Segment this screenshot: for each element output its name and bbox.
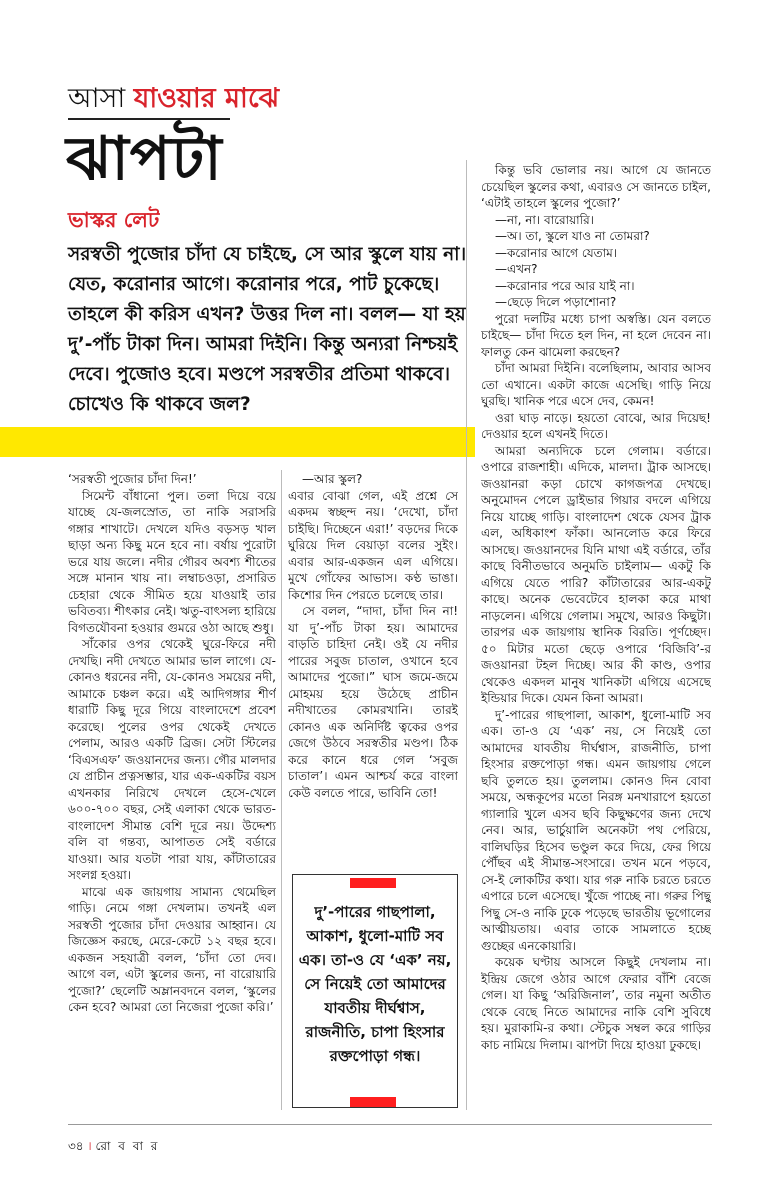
paragraph: কয়েক ঘণ্টায় আসলে কিছুই দেখলাম না। ইন্দ্রিয় জেগে ওঠার আগে ফেরার বাঁশি বেজে গেল। যা কিছু ‘অরিজিনাল’, তার নমুনা অতীত থেকে বেছে নিতে আমাদের নাকি বেশি সুবিধে হয়। মুরাকামি-র কথা। স্টেচুক সম্বল করে গাড়ির কাচ নামিয়ে দিলাম। ঝাপটা দিয়ে হাওয়া ঢুকছে। [481, 955, 711, 1052]
magazine-name: রো ব বা র [95, 1139, 160, 1153]
paragraph: এবার বোঝা গেল, এই প্রশ্নে সে একদম স্বচ্ছন্দ নয়। ‘দেখো, চাঁদা চাইছি। দিচ্ছেনে এরা!’ বড়দের দিকে ঘুরিয়ে দিল বেয়াড়া বলের সুইং। এবার আর-একজন এল এগিয়ে। মুখে গোঁফের আভাস। কণ্ঠ ভাঙা। কিশোর দিন পেরতে চলেছে তার। [288, 488, 458, 602]
body-column-3 [481, 162, 711, 1107]
page-folio [68, 1138, 159, 1158]
folio-separator: । [87, 1139, 92, 1153]
paragraph: সিমেন্ট বাঁধানো পুল। তলা দিয়ে বয়ে যাচ্ছে যে-জলস্রোত, তা নাকি সরাসরি গঙ্গার শাখাটে। দেখলে যদিও বড়সড় খাল ছাড়া অন্য কিছু মনে হবে না। বর্ষায় পুরোটা ভরে যায় জলে। নদীর গৌরব অবশ্য শীতের সঙ্গে মানান খায় না। লম্বাচওড়া, প্রসারিত চেহারা থেকে সীমিত হয়ে যাওয়াই তার ভবিতব্য। শীৎকার নেই। ঋতু-বাৎসল্য হারিয়ে বিগতযৌবনা হওয়ার গুমরে ওঠা আছে শুধু। [68, 488, 276, 635]
article-headline: ঝাপটা [66, 124, 223, 194]
paragraph: কিন্তু ভবি ভোলার নয়। আগে যে জানতে চেয়েছিল স্কুলের কথা, এবারও সে জানতে চাইল, ‘এটাই তাহলে স্কুলের পুজো?’ [481, 163, 711, 210]
paragraph: চাঁদা আমরা দিইনি। বলেছিলাম, আবার আসব তো এখানে। একটা কাজে এসেছি। গাড়ি নিয়ে ঘুরছি। খানিক পরে এসে দেব, কেমন! [481, 361, 711, 408]
pull-quote-red-bar-bottom [350, 1097, 396, 1107]
author-byline: ভাস্কর লেট [68, 208, 160, 232]
body-column-2 [288, 471, 458, 863]
article-lede: সরস্বতী পুজোর চাঁদা যে চাইছে, সে আর স্কুলে যায় না। যেত, করোনার আগে। করোনার পরে, পাট চুকেছে। তাহলে কী করিস এখন? উত্তর দিল না। বলল— যা হয় দু’-পাঁচ টাকা দিন। আমরা দিইনি। কিন্তু অন্যরা নিশ্চয়ই দেবে। পুজোও হবে। মণ্ডপে সরস্বতীর প্রতিমা থাকবে। চোখেও কি থাকবে জল? [68, 244, 467, 415]
paragraph: সাঁকোর ওপর থেকেই ঘুরে-ফিরে নদী দেখছি। নদী দেখতে আমার ভাল লাগে। যে-কোনও ধরনের নদী, যে-কোনও সময়ের নদী, আমাকে চঞ্চল করে। এই আদিগঙ্গার শীর্ণ ধারাটি কিছু দূরে গিয়ে বাংলাদেশে প্রবেশ করেছে। পুলের ওপর থেকেই দেখতে পেলাম, আরও একটি ব্রিজ। সেটা স্টিলের ‘বিএসএফ’ জওয়ানদের জন্য। গৌর মালদার যে প্রাচীন প্রত্নসম্ভার, যার এক-একটির বয়স এখনকার নিরিখে দেখলে হেসে-খেলে ৬০০-৭০০ বছর, সেই এলাকা থেকে ভারত-বাংলাদেশ সীমান্ত বেশি দূরে নয়। উদ্দেশ্য বলি বা গন্তব্য, আপাতত সেই বর্ডারে যাওয়া। আর যতটা পারা যায়, কাঁটাতারের সংলগ্ন হওয়া। [68, 637, 276, 882]
body-column-1 [68, 471, 276, 1031]
page-number: ৩৪ [68, 1139, 84, 1153]
pull-quote-text: দু’-পারের গাছপালা, আকাশ, ধুলো-মাটি সব এক। তা-ও যে ‘এক’ নয়, সে নিয়েই তো আমাদের যাবতীয় দীর্ঘশ্বাস, রাজনীতি, চাপা হিংসার রক্তপোড়া গন্ধ। [298, 903, 452, 1065]
dialogue-line: —এখন? [495, 262, 538, 276]
paragraph: —আর স্কুল? [302, 472, 363, 486]
paragraph: ‘সরস্বতী পুজোর চাঁদা দিন!’ [68, 472, 197, 486]
section-label [68, 78, 279, 123]
section-underline [68, 118, 230, 120]
dialogue-line: —না, না। বারোয়ারি। [495, 212, 594, 227]
paragraph: সে বলল, “দাদা, চাঁদা দিন না! যা দু’-পাঁচ টাকা হয়। আমাদের বাড়তি চাহিদা নেই। ওই যে নদীর পারের সবুজ চাতাল, ওখানে হবে আমাদের পুজো।” ঘাস জমে-জমে মোহময় হয়ে উঠেছে প্রাচীন নদীখাতের কোমরখানি। তারই কোনও এক অনির্দিষ্ট ত্বকের ওপর জেগে উঠবে সরস্বতীর মণ্ডপ। ঠিক করে কানে ধরে গেল ‘সবুজ চাতাল’। এমন আশ্চর্য করে বাংলা কেউ বলতে পারে, ভাবিনি তো! [288, 604, 458, 800]
footer-rule [68, 1124, 712, 1125]
section-label-part1: আসা [68, 83, 126, 114]
dialogue-line: —করোনার পরে আর যাই না। [495, 278, 635, 293]
column-divider [466, 160, 467, 1110]
column-divider [281, 470, 282, 1110]
paragraph: মাঝে এক জায়গায় সামান্য থেমেছিল গাড়ি। নেমে গঙ্গা দেখলাম। তখনই এল সরস্বতী পুজোর চাঁদা দেওয়ার আহ্বান। যে জিজ্ঞেস করছে, মেরে-কেটে ১২ বছর হবে। একজন সহযাত্রী বলল, ‘চাঁদা তো দেব। আগে বল, এটা স্কুলের জন্য, না বারোয়ারি পুজো?’ ছেলেটি অম্লানবদনে বলল, ‘স্কুলের কেন হবে? আমরা তো নিজেরা পুজো করি।’ [68, 884, 276, 1014]
paragraph: আমরা অন্যদিকে চলে গেলাম। বর্ডারে। ওপারে রাজশাহী। এদিকে, মালদা। ট্রাক আসছে। জওয়ানরা কড়া চোখে কাগজপত্র দেখছে। অনুমোদন পেলে ড্রাইভার গিয়ার বদলে এগিয়ে নিয়ে যাচ্ছে গাড়ি। বাংলাদেশ থেকে যেসব ট্রাক এল, অধিকাংশ ফাঁকা। আনলোড করে ফিরে আসছে। জওয়ানদের যিনি মাথা এই বর্ডারে, তাঁর কাছে বিনীতভাবে অনুমতি চাইলাম— একটু কি এগিয়ে যেতে পারি? কাঁটাতারের আর-একটু কাছে। অনেক ভেবেটেবে হালকা করে মাথা নাড়লেন। এগিয়ে গেলাম। সমুখে, আরও কিছুটা। তারপর এক জায়গায় স্থানিক বিরতি। পূর্ণচ্ছেদ। ৫০ মিটার মতো ছেড়ে ওপারে ‘বিজিবি’-র জওয়ানরা টহল দিচ্ছে। আর কী কাণ্ড, ওপার থেকেও একদল মানুষ খানিকটা এগিয়ে এসেছে ইন্ডিয়ার দিকে। যেমন কিনা আমরা। [481, 443, 711, 705]
paragraph: দু’-পারের গাছপালা, আকাশ, ধুলো-মাটি সব এক। তা-ও যে ‘এক’ নয়, সে নিয়েই তো আমাদের যাবতীয় দীর্ঘশ্বাস, রাজনীতি, চাপা হিংসার রক্তপোড়া গন্ধ। এমন জায়গায় গেলে ছবি তুলতে হয়। তুললাম। কোনও দিন বোবা সময়ে, অন্ধকূপের মতো নিরঙ্গ মনখারাপে হয়তো গ্যালারি খুলে এসব ছবি কিছুক্ষণের জন্য দেখে নেব। আর, ভার্চুয়ালি অনেকটা পথ পেরিয়ে, বালিঘড়ির হিসেব ভণ্ডুল করে দিয়ে, ফের গিয়ে পৌঁছব এই সীমান্ত-সংসারে। তখন মনে পড়বে, সে-ই লোকটির কথা। যার গরু নাকি চরতে চরতে এপারে চলে এসেছে। খুঁজে পাচ্ছে না। গরুর পিছু পিছু সে-ও নাকি ঢুকে পড়েছে ভারতীয় ভূগোলের আত্মীয়তায়। এবার তাকে সামলাতে হচ্ছে গুচ্ছের এনকোয়ারি। [481, 707, 711, 953]
dialogue-line: —অ। তা, স্কুলে যাও না তোমরা? [495, 229, 650, 243]
dialogue-line: —করোনার আগে যেতাম। [495, 245, 618, 260]
pull-quote-red-bar-top [350, 878, 396, 888]
paragraph: পুরো দলটির মধ্যে চাপা অস্বস্তি। যেন বলতে চাইছে— চাঁদা দিতে হল দিন, না হলে দেবেন না। ফালতু কেন ঝামেলা করছেন? [481, 311, 711, 359]
dialogue-line: —ছেড়ে দিলে পড়াশোনা? [495, 295, 617, 309]
section-label-part2: যাওয়ার মাঝে [133, 83, 280, 114]
yellow-band [0, 427, 475, 457]
paragraph: ওরা ঘাড় নাড়ে। হয়তো বোঝে, আর দিয়েছ! দেওয়ার হলে এখনই দিতে। [481, 410, 711, 441]
